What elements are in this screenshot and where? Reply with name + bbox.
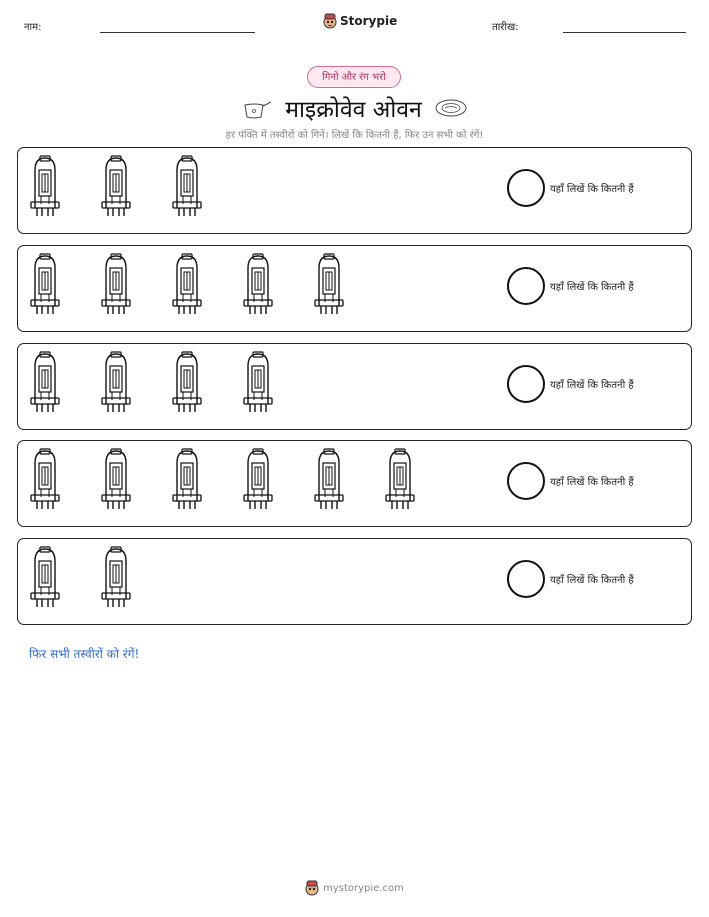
item-group [28,545,170,619]
count-row [17,343,692,430]
vacuum-tube-icon[interactable] [383,447,454,521]
vacuum-tube-icon[interactable] [170,447,241,521]
vacuum-tube-icon[interactable] [28,545,99,619]
vacuum-tube-icon[interactable] [99,252,170,326]
instruction-text: हर पंक्ति में तस्वीरों को गिनें। लिखें कि कितनी हैं, फिर उन सभी को रंगें! [225,130,484,141]
storypie-mascot-icon [323,13,337,29]
name-line[interactable] [100,32,255,33]
vacuum-tube-icon[interactable] [28,154,99,228]
color-instruction: फिर सभी तस्वीरों को रंगें! [29,647,140,661]
date-label: तारीख: [492,22,519,33]
write-label: यहाँ लिखें कि कितनी हैं [550,282,634,293]
answer-circle[interactable] [507,169,545,207]
page-title: माइक्रोवेव ओवन [285,97,422,123]
vacuum-tube-icon[interactable] [99,154,170,228]
item-group [28,154,241,228]
pot-doodle-icon [241,97,273,119]
write-label: यहाँ लिखें कि कितनी हैं [550,380,634,391]
vacuum-tube-icon[interactable] [170,252,241,326]
storypie-mascot-icon [305,880,319,896]
answer-circle[interactable] [507,560,545,598]
vacuum-tube-icon[interactable] [28,252,99,326]
answer-circle[interactable] [507,267,545,305]
count-row [17,538,692,625]
site-url: mystorypie.com [323,882,404,894]
vacuum-tube-icon[interactable] [241,447,312,521]
vacuum-tube-icon[interactable] [28,350,99,424]
item-group [28,252,383,326]
vacuum-tube-icon[interactable] [170,350,241,424]
vacuum-tube-icon[interactable] [312,447,383,521]
vacuum-tube-icon[interactable] [99,545,170,619]
answer-circle[interactable] [507,462,545,500]
logo-text: Storypie [340,14,398,28]
write-label: यहाँ लिखें कि कितनी हैं [550,575,634,586]
storypie-logo [323,13,397,29]
name-label: नाम: [24,22,42,33]
vacuum-tube-icon[interactable] [28,447,99,521]
count-row [17,147,692,234]
activity-badge: गिनो और रंग भरो [307,66,401,88]
answer-circle[interactable] [507,365,545,403]
vacuum-tube-icon[interactable] [241,350,312,424]
item-group [28,350,312,424]
count-row [17,245,692,332]
vacuum-tube-icon[interactable] [312,252,383,326]
write-label: यहाँ लिखें कि कितनी हैं [550,477,634,488]
date-line[interactable] [563,32,686,33]
vacuum-tube-icon[interactable] [241,252,312,326]
write-label: यहाँ लिखें कि कितनी हैं [550,184,634,195]
plate-doodle-icon [434,97,468,119]
item-group [28,447,454,521]
footer-brand [0,880,709,896]
vacuum-tube-icon[interactable] [99,350,170,424]
vacuum-tube-icon[interactable] [99,447,170,521]
count-row [17,440,692,527]
vacuum-tube-icon[interactable] [170,154,241,228]
